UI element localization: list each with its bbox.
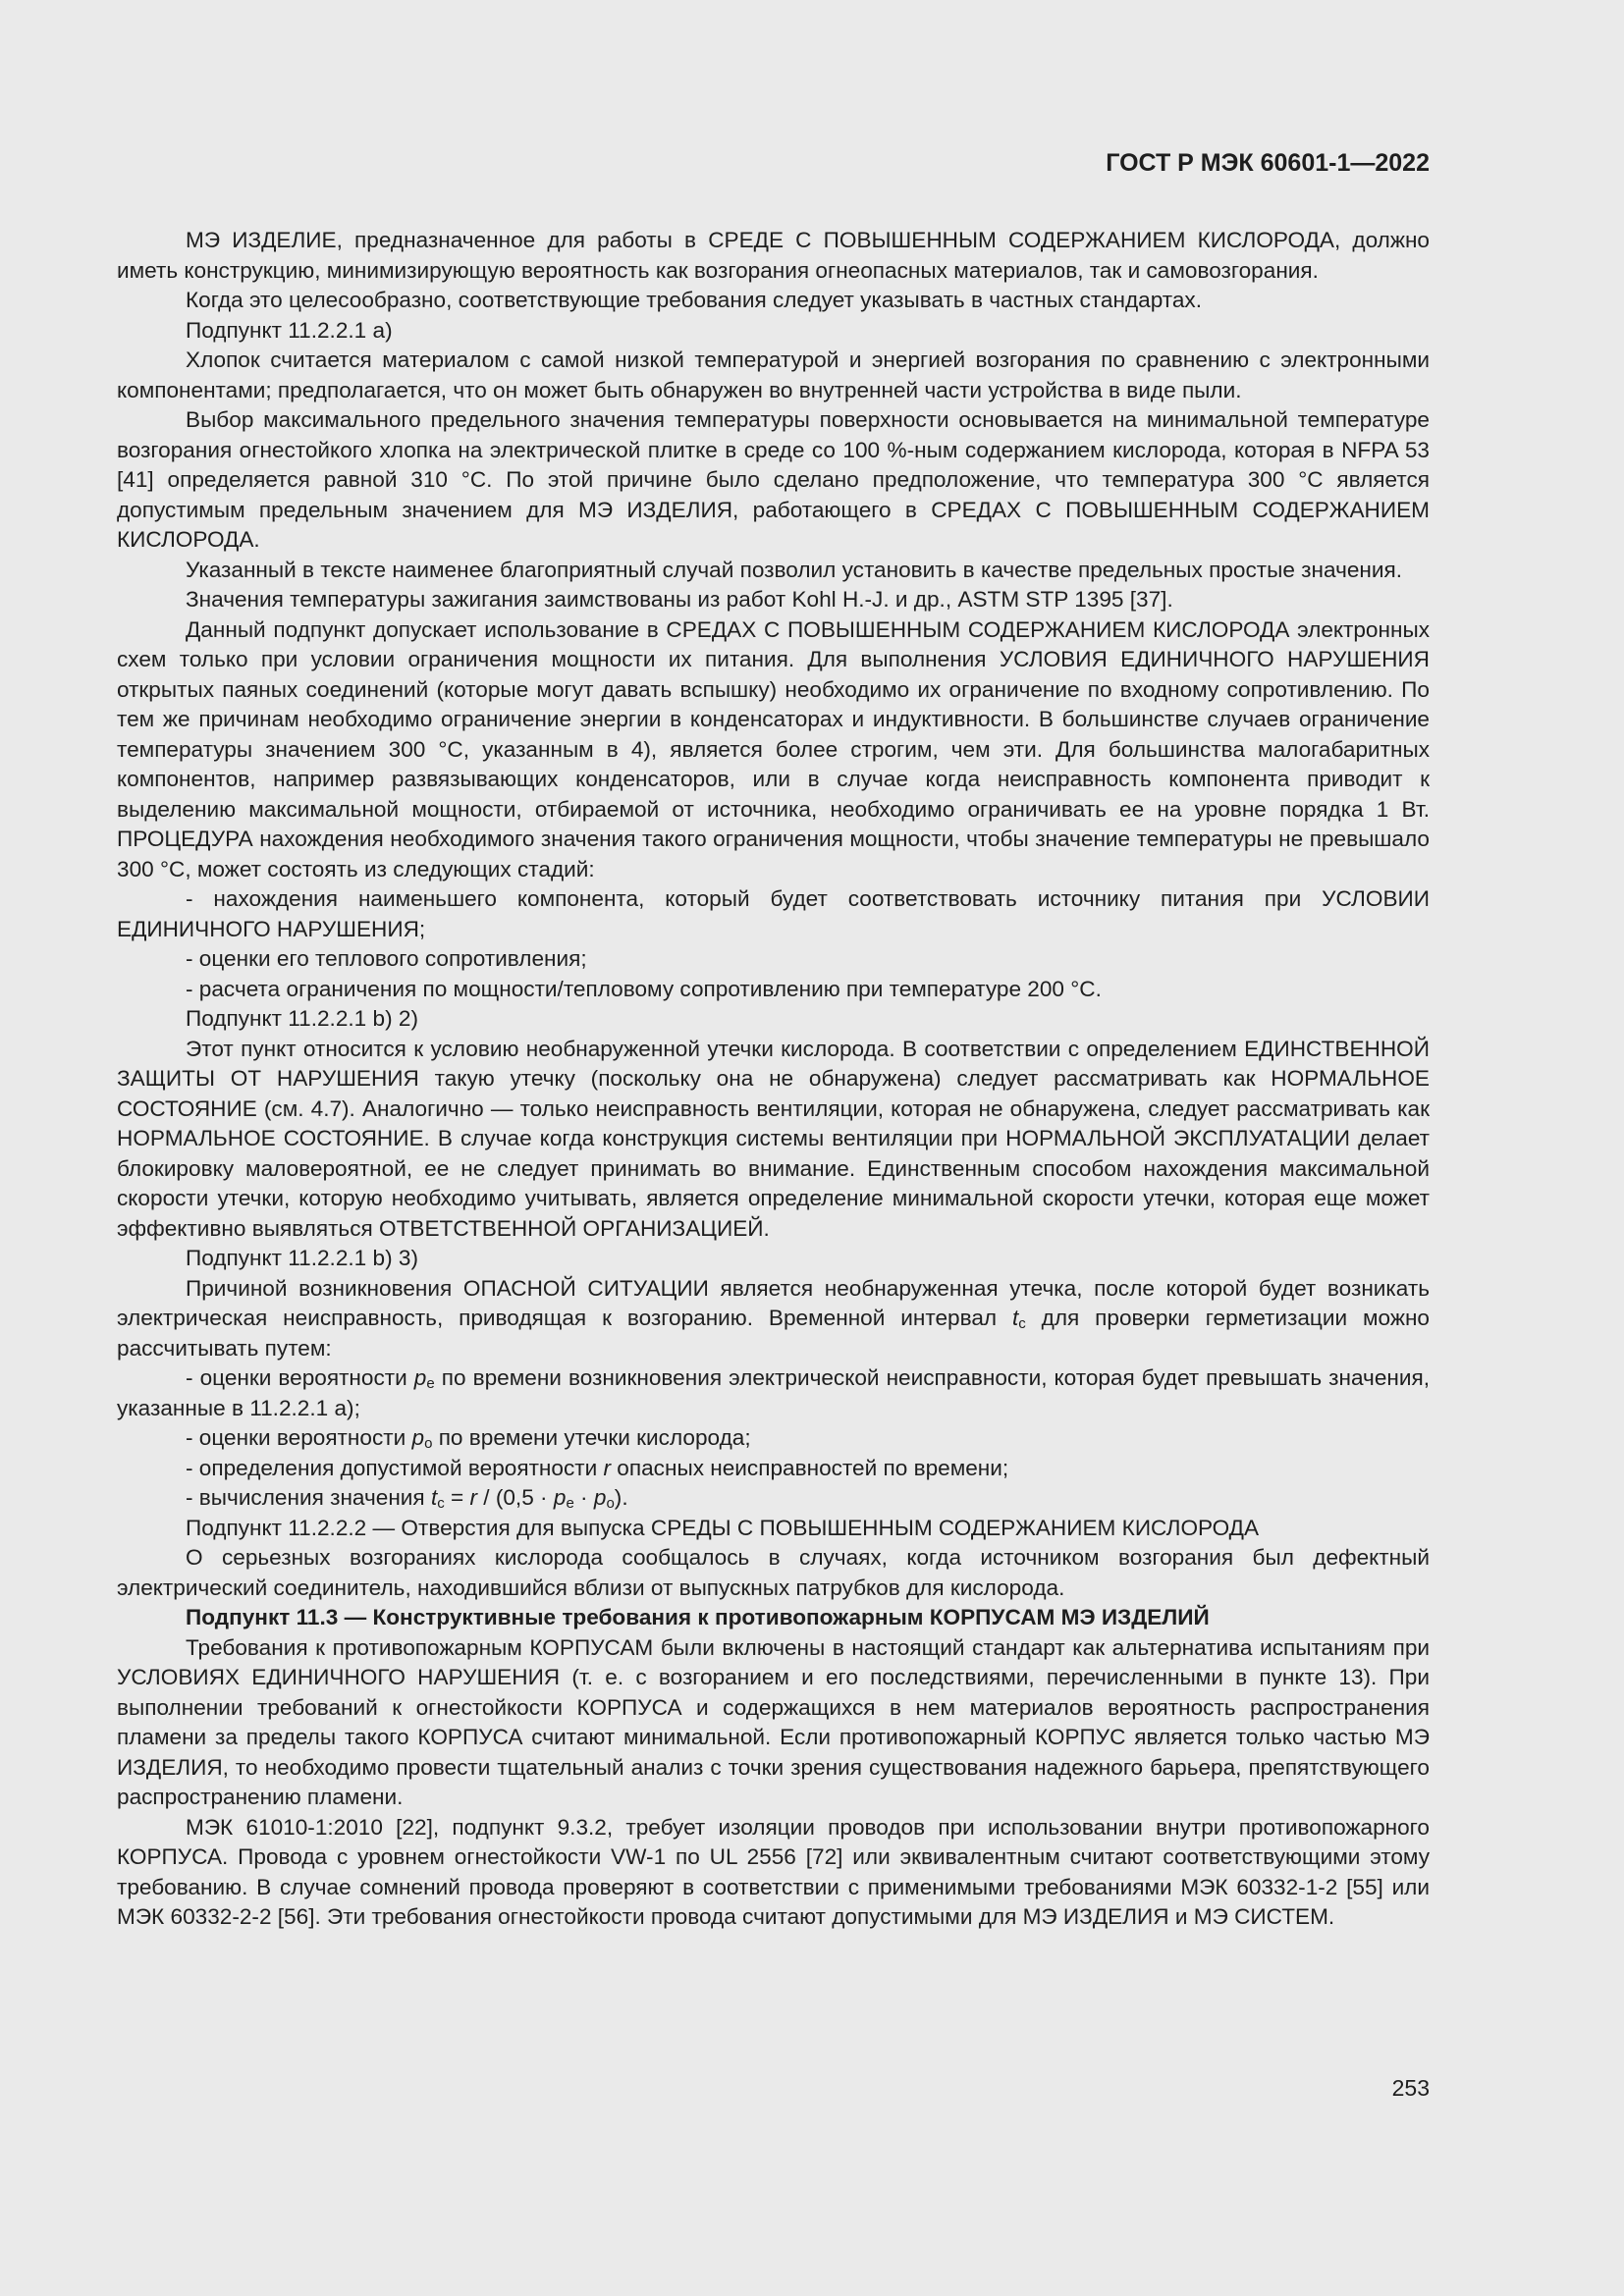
paragraph: Требования к противопожарным КОРПУСАМ были включены в настоящий стандарт как альтернатива испытаниям при УСЛОВИЯХ ЕДИНИЧНОГО НАРУШЕНИЯ (т. е. с возгоранием и его последствиями, перечисленными в пункте 13). При выполнении требований к огнестойкости КОРПУСА и содержащихся в нем материалов вероятность распространения пламени за пределы такого КОРПУСА считают минимальной. Если противопожарный КОРПУС является только частью МЭ ИЗДЕЛИЯ, то необходимо провести тщательный анализ с точки зрения существования надежного барьера, препятствующего распространению пламени.: [117, 1634, 1430, 1809]
paragraph: МЭК 61010-1:2010 [22], подпункт 9.3.2, требует изоляции проводов при использовании внутри противопожарного КОРПУСА. Провода с уровнем огнестойкости VW-1 по UL 2556 [72] или эквивалентным считают соответствующими этому требованию. В случае сомнений провода проверяют в соответствии с применимыми требованиями МЭК 60332-1-2 [55] или МЭК 60332-2-2 [56]. Эти требования огнестойкости провода считают допустимыми для МЭ ИЗДЕЛИЯ и МЭ СИСТЕМ.: [117, 1814, 1430, 1929]
list-item-formula: - вычисления значения $t_c = r / (0,5 \cdot p_e \cdot p_o)$.: [186, 1485, 628, 1512]
paragraph: Этот пункт относится к условию необнаруженной утечки кислорода. В соответствии с определением ЕДИНСТВЕННОЙ ЗАЩИТЫ ОТ НАРУШЕНИЯ такую утечку (поскольку она не обнаружена) следует рассматривать как НОРМАЛЬНОЕ СОСТОЯНИЕ (см. 4.7). Аналогично — только неисправность вентиляции, которая не обнаружена, следует рассматривать как НОРМАЛЬНОЕ СОСТОЯНИЕ. В случае когда конструкция системы вентиляции при НОРМАЛЬНОЙ ЭКСПЛУАТАЦИИ делает блокировку маловероятной, ее не следует принимать во внимание. Единственным способом нахождения максимальной скорости утечки, которую необходимо учитывать, является определение минимальной скорости утечки, которая еще может эффективно выявляться ОТВЕТСТВЕННОЙ ОРГАНИЗАЦИЕЙ.: [117, 1036, 1430, 1241]
paragraph: МЭ ИЗДЕЛИЕ, предназначенное для работы в СРЕДЕ С ПОВЫШЕННЫМ СОДЕРЖАНИЕМ КИСЛОРОДА, должно иметь конструкцию, минимизирующую вероятность как возгорания огнеопасных материалов, так и самовозгорания.: [117, 228, 1430, 283]
list-item: - оценки вероятности $p_e$ по времени возникновения электрической неисправности, которая будет превышать значения, указанные в 11.2.2.1 a);: [117, 1365, 1430, 1420]
subclause-reference: Подпункт 11.2.2.1 b) 3): [186, 1246, 418, 1270]
list-item: - нахождения наименьшего компонента, который будет соответствовать источнику питания при УСЛОВИИ ЕДИНИЧНОГО НАРУШЕНИЯ;: [117, 886, 1430, 941]
paragraph: Значения температуры зажигания заимствованы из работ Kohl H.-J. и др., ASTM STP 1395 [37].: [186, 587, 1173, 612]
list-item: - оценки вероятности $p_o$ по времени утечки кислорода;: [186, 1425, 751, 1452]
section-heading: Подпункт 11.3 — Конструктивные требования к противопожарным КОРПУСАМ МЭ ИЗДЕЛИЙ: [186, 1605, 1210, 1629]
list-item: - определения допустимой вероятности r опасных неисправностей по времени;: [186, 1455, 1009, 1480]
list-item: - расчета ограничения по мощности/тепловому сопротивлению при температуре 200 °С.: [186, 976, 1102, 1001]
paragraph-hazard-interval: Причиной возникновения ОПАСНОЙ СИТУАЦИИ является необнаруженная утечка, после которой будет возникать электрическая неисправность, приводящая к возгоранию. Временной интервал $t_c$ для проверки герметизации можно рассчитывать путем:: [117, 1275, 1431, 1361]
list-item: - оценки его теплового сопротивления;: [186, 946, 587, 971]
page-number: 253: [1391, 2075, 1430, 2101]
subclause-reference: Подпункт 11.2.2.2 — Отверстия для выпуска СРЕДЫ С ПОВЫШЕННЫМ СОДЕРЖАНИЕМ КИСЛОРОДА: [186, 1515, 1260, 1540]
paragraph: Выбор максимального предельного значения температуры поверхности основывается на минимальной температуре возгорания огнестойкого хлопка на электрической плитке в среде со 100 %-ным содержанием кислорода, которая в NFPA 53 [41] определяется равной 310 °С. По этой причине было сделано предположение, что температура 300 °С является допустимым предельным значением для МЭ ИЗДЕЛИЯ, работающего в СРЕДАХ С ПОВЫШЕННЫМ СОДЕРЖАНИЕМ КИСЛОРОДА.: [117, 407, 1430, 552]
paragraph: Данный подпункт допускает использование в СРЕДАХ С ПОВЫШЕННЫМ СОДЕРЖАНИЕМ КИСЛОРОДА электронных схем только при условии ограничения мощности их питания. Для выполнения УСЛОВИЯ ЕДИНИЧНОГО НАРУШЕНИЯ открытых паяных соединений (которые могут давать вспышку) необходимо их ограничение по входному сопротивлению. По тем же причинам необходимо ограничение энергии в конденсаторах и индуктивности. В большинстве случаев ограничение температуры значением 300 °С, указанным в 4), является более строгим, чем эти. Для большинства малогабаритных компонентов, например развязывающих конденсаторов, или в случае когда неисправность компонента приводит к выделению максимальной мощности, отбираемой от источника, необходимо ограничивать ее на уровне порядка 1 Вт. ПРОЦЕДУРА нахождения необходимого значения такого ограничения мощности, чтобы значение температуры не превышало 300 °С, может состоять из следующих стадий:: [117, 616, 1430, 881]
document-code-header: ГОСТ Р МЭК 60601-1—2022: [1106, 149, 1430, 177]
paragraph: О серьезных возгораниях кислорода сообщалось в случаях, когда источником возгорания был дефектный электрический соединитель, находившийся вблизи от выпускных патрубков для кислорода.: [117, 1545, 1430, 1600]
subclause-reference: Подпункт 11.2.2.1 a): [186, 317, 393, 343]
subclause-reference: Подпункт 11.2.2.1 b) 2): [186, 1006, 418, 1031]
paragraph: Хлопок считается материалом с самой низкой температурой и энергией возгорания по сравнению с электронными компонентами; предполагается, что он может быть обнаружен во внутренней части устройства в виде пыли.: [117, 347, 1430, 402]
document-body: [117, 226, 1430, 1933]
paragraph: Когда это целесообразно, соответствующие требования следует указывать в частных стандартах.: [186, 288, 1203, 312]
paragraph: Указанный в тексте наименее благоприятный случай позволил установить в качестве предельных простые значения.: [186, 557, 1403, 582]
